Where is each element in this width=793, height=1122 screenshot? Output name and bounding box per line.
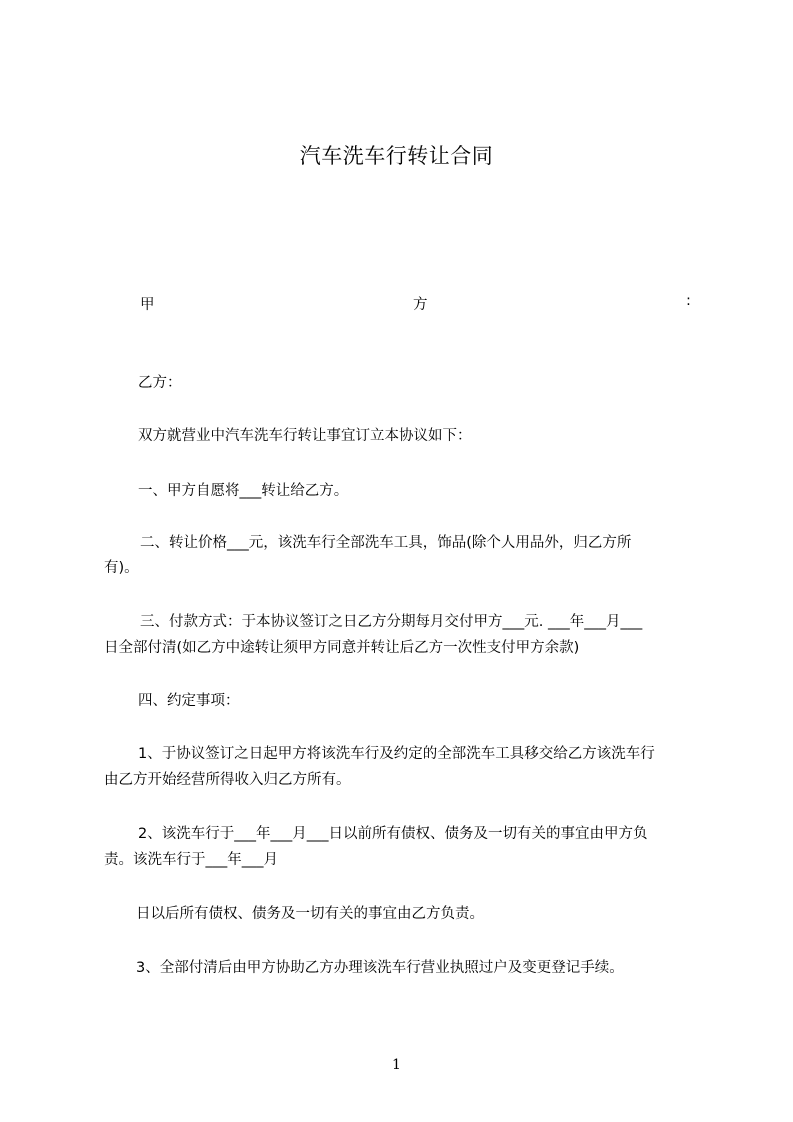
clause-4-item-2-line-3: 日以后所有债权、债务及一切有关的事宜由乙方负责。 (136, 906, 484, 922)
party-a-colon: : (686, 293, 691, 309)
clause-3-line-2: 日全部付清(如乙方中途转让须甲方同意并转让后乙方一次性支付甲方余款) (104, 640, 580, 656)
clause-4-item-2-line-1: 2、该洗车行于___年___月___日以前所有债权、债务及一切有关的事宜由甲方负 (138, 826, 648, 842)
clause-1: 一、甲方自愿将___转让给乙方。 (138, 483, 349, 499)
clause-3-line-1: 三、付款方式：于本协议签订之日乙方分期每月交付甲方___元. ___年___月___ (140, 614, 643, 630)
clause-4-item-1-line-2: 由乙方开始经营所得收入归乙方所有。 (104, 772, 351, 788)
clause-4-item-2-line-2: 责。该洗车行于___年___月 (104, 852, 278, 868)
party-a-char-1: 甲 (140, 297, 155, 313)
document-title: 汽车洗车行转让合同 (299, 144, 494, 168)
clause-4-item-1-line-1: 1、于协议签订之日起甲方将该洗车行及约定的全部洗车工具移交给乙方该洗车行 (138, 746, 655, 762)
clause-4-item-3: 3、全部付清后由甲方协助乙方办理该洗车行营业执照过户及变更登记手续。 (136, 960, 624, 976)
clause-2-line-2: 有)。 (104, 560, 139, 576)
clause-4-heading: 四、约定事项： (138, 693, 240, 709)
party-b-line: 乙方： (138, 375, 182, 391)
clause-2-line-1: 二、转让价格___元，该洗车行全部洗车工具，饰品(除个人用品外，归乙方所 (140, 535, 632, 551)
party-a-char-2: 方 (413, 297, 428, 313)
intro-paragraph: 双方就营业中汽车洗车行转让事宜订立本协议如下： (138, 428, 472, 444)
page-number: 1 (392, 1057, 401, 1073)
party-a-line (140, 293, 694, 313)
